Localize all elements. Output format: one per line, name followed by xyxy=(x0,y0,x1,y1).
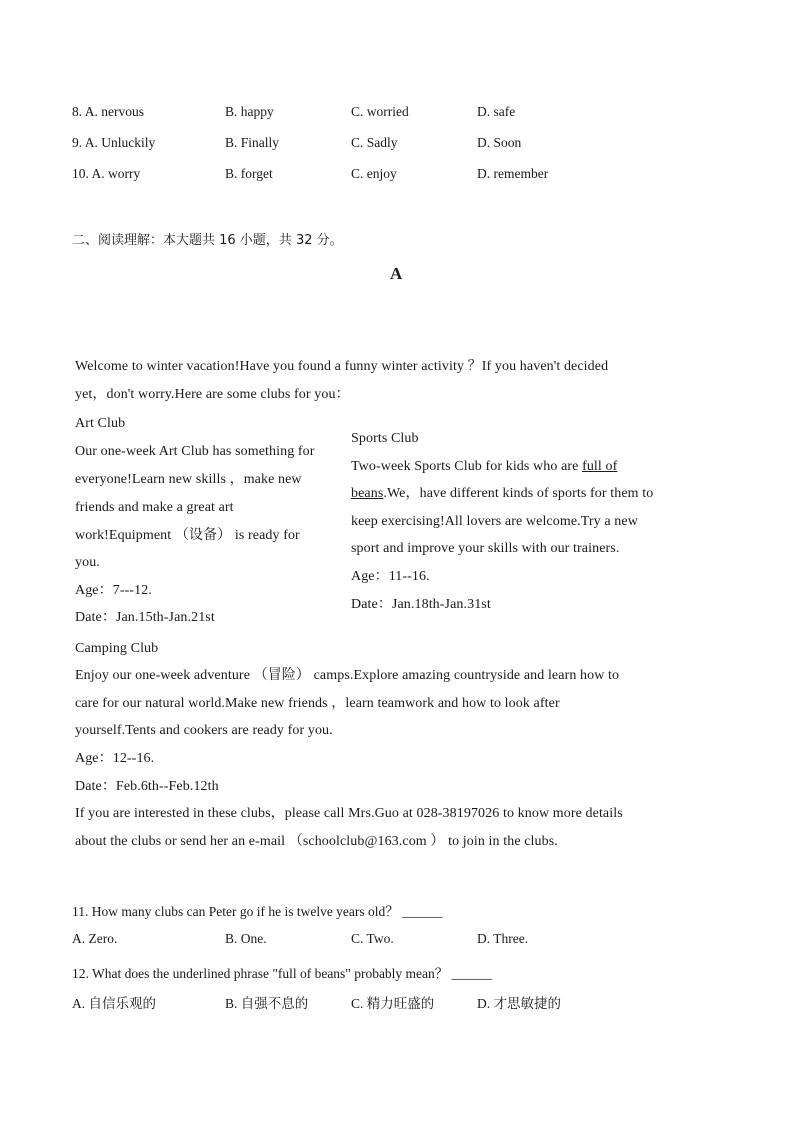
sports-club-title: Sports Club xyxy=(351,431,419,446)
q8-option-c: C. worried xyxy=(351,104,409,119)
q10-option-a: 10. A. worry xyxy=(72,166,141,181)
underlined-phrase-part-2: beans xyxy=(351,486,384,501)
camping-club-line-1: Enjoy our one-week adventure （冒险） camps.Explore amazing countryside and learn how to xyxy=(75,668,620,683)
q12-option-a: A. 自信乐观的 xyxy=(72,996,156,1011)
art-club-line-5: you. xyxy=(75,555,100,570)
q9-option-a: 9. A. Unluckily xyxy=(72,135,156,150)
art-club-line-3: friends and make a great art xyxy=(75,500,234,515)
q9-option-c: C. Sadly xyxy=(351,135,398,150)
q12-option-c: C. 精力旺盛的 xyxy=(351,996,435,1011)
sports-club-line-3: keep exercising!All lovers are welcome.Try a new xyxy=(351,514,638,529)
sports-club-date: Date：Jan.18th-Jan.31st xyxy=(351,597,491,612)
q11-option-d: D. Three. xyxy=(477,931,529,946)
q11-question: 11. How many clubs can Peter go if he is twelve years old？ ______ xyxy=(72,904,443,919)
sports-club-line-2 xyxy=(351,480,653,508)
camping-club-date: Date：Feb.6th--Feb.12th xyxy=(75,779,219,794)
q11-option-b: B. One. xyxy=(225,931,267,946)
sports-club-line-4: sport and improve your skills with our trainers. xyxy=(351,541,620,556)
q11-option-a: A. Zero. xyxy=(72,931,118,946)
art-club-age: Age：7---12. xyxy=(75,583,152,598)
sports-club-line-1 xyxy=(351,453,617,481)
art-club-line-4: work!Equipment （设备） is ready for xyxy=(75,528,300,543)
q12-option-b: B. 自强不息的 xyxy=(225,996,309,1011)
q9-option-b: B. Finally xyxy=(225,135,280,150)
q10-option-c: C. enjoy xyxy=(351,166,397,181)
art-club-date: Date：Jan.15th-Jan.21st xyxy=(75,610,215,625)
underlined-phrase-part-1: full of xyxy=(582,459,618,474)
intro-line-2: yet，don't worry.Here are some clubs for you： xyxy=(75,387,350,402)
camping-club-line-3: yourself.Tents and cookers are ready for you. xyxy=(75,723,333,738)
art-club-line-1: Our one-week Art Club has something for xyxy=(75,444,315,459)
q9-option-d: D. Soon xyxy=(477,135,522,150)
q10-option-d: D. remember xyxy=(477,166,549,181)
section-heading: 二、阅读理解：本大题共 16 小题，共 32 分。 xyxy=(72,233,343,248)
art-club-title: Art Club xyxy=(75,416,126,431)
sports-club-line-2-text: .We，have different kinds of sports for them to xyxy=(383,486,654,501)
contact-line-2: about the clubs or send her an e-mail （schoolclub@163.com ） to join in the clubs. xyxy=(75,834,558,849)
sports-club-age: Age：11--16. xyxy=(351,569,430,584)
q8-option-b: B. happy xyxy=(225,104,274,119)
q10-option-b: B. forget xyxy=(225,166,273,181)
q11-option-c: C. Two. xyxy=(351,931,394,946)
camping-club-title: Camping Club xyxy=(75,641,159,656)
q12-option-d: D. 才思敏捷的 xyxy=(477,996,561,1011)
intro-line-1: Welcome to winter vacation!Have you found a funny winter activity ？If you haven't decided xyxy=(75,359,609,374)
passage-title: A xyxy=(390,264,403,283)
contact-line-1: If you are interested in these clubs，please call Mrs.Guo at 028-38197026 to know more details xyxy=(75,806,623,821)
art-club-line-2: everyone!Learn new skills ，make new xyxy=(75,472,302,487)
q8-option-d: D. safe xyxy=(477,104,516,119)
q12-question: 12. What does the underlined phrase "full of beans" probably mean？ ______ xyxy=(72,966,493,981)
camping-club-age: Age：12--16. xyxy=(75,751,155,766)
sports-club-line-1-text: Two-week Sports Club for kids who are xyxy=(351,459,583,474)
camping-club-line-2: care for our natural world.Make new friends ，learn teamwork and how to look after xyxy=(75,696,560,711)
q8-option-a: 8. A. nervous xyxy=(72,104,144,119)
